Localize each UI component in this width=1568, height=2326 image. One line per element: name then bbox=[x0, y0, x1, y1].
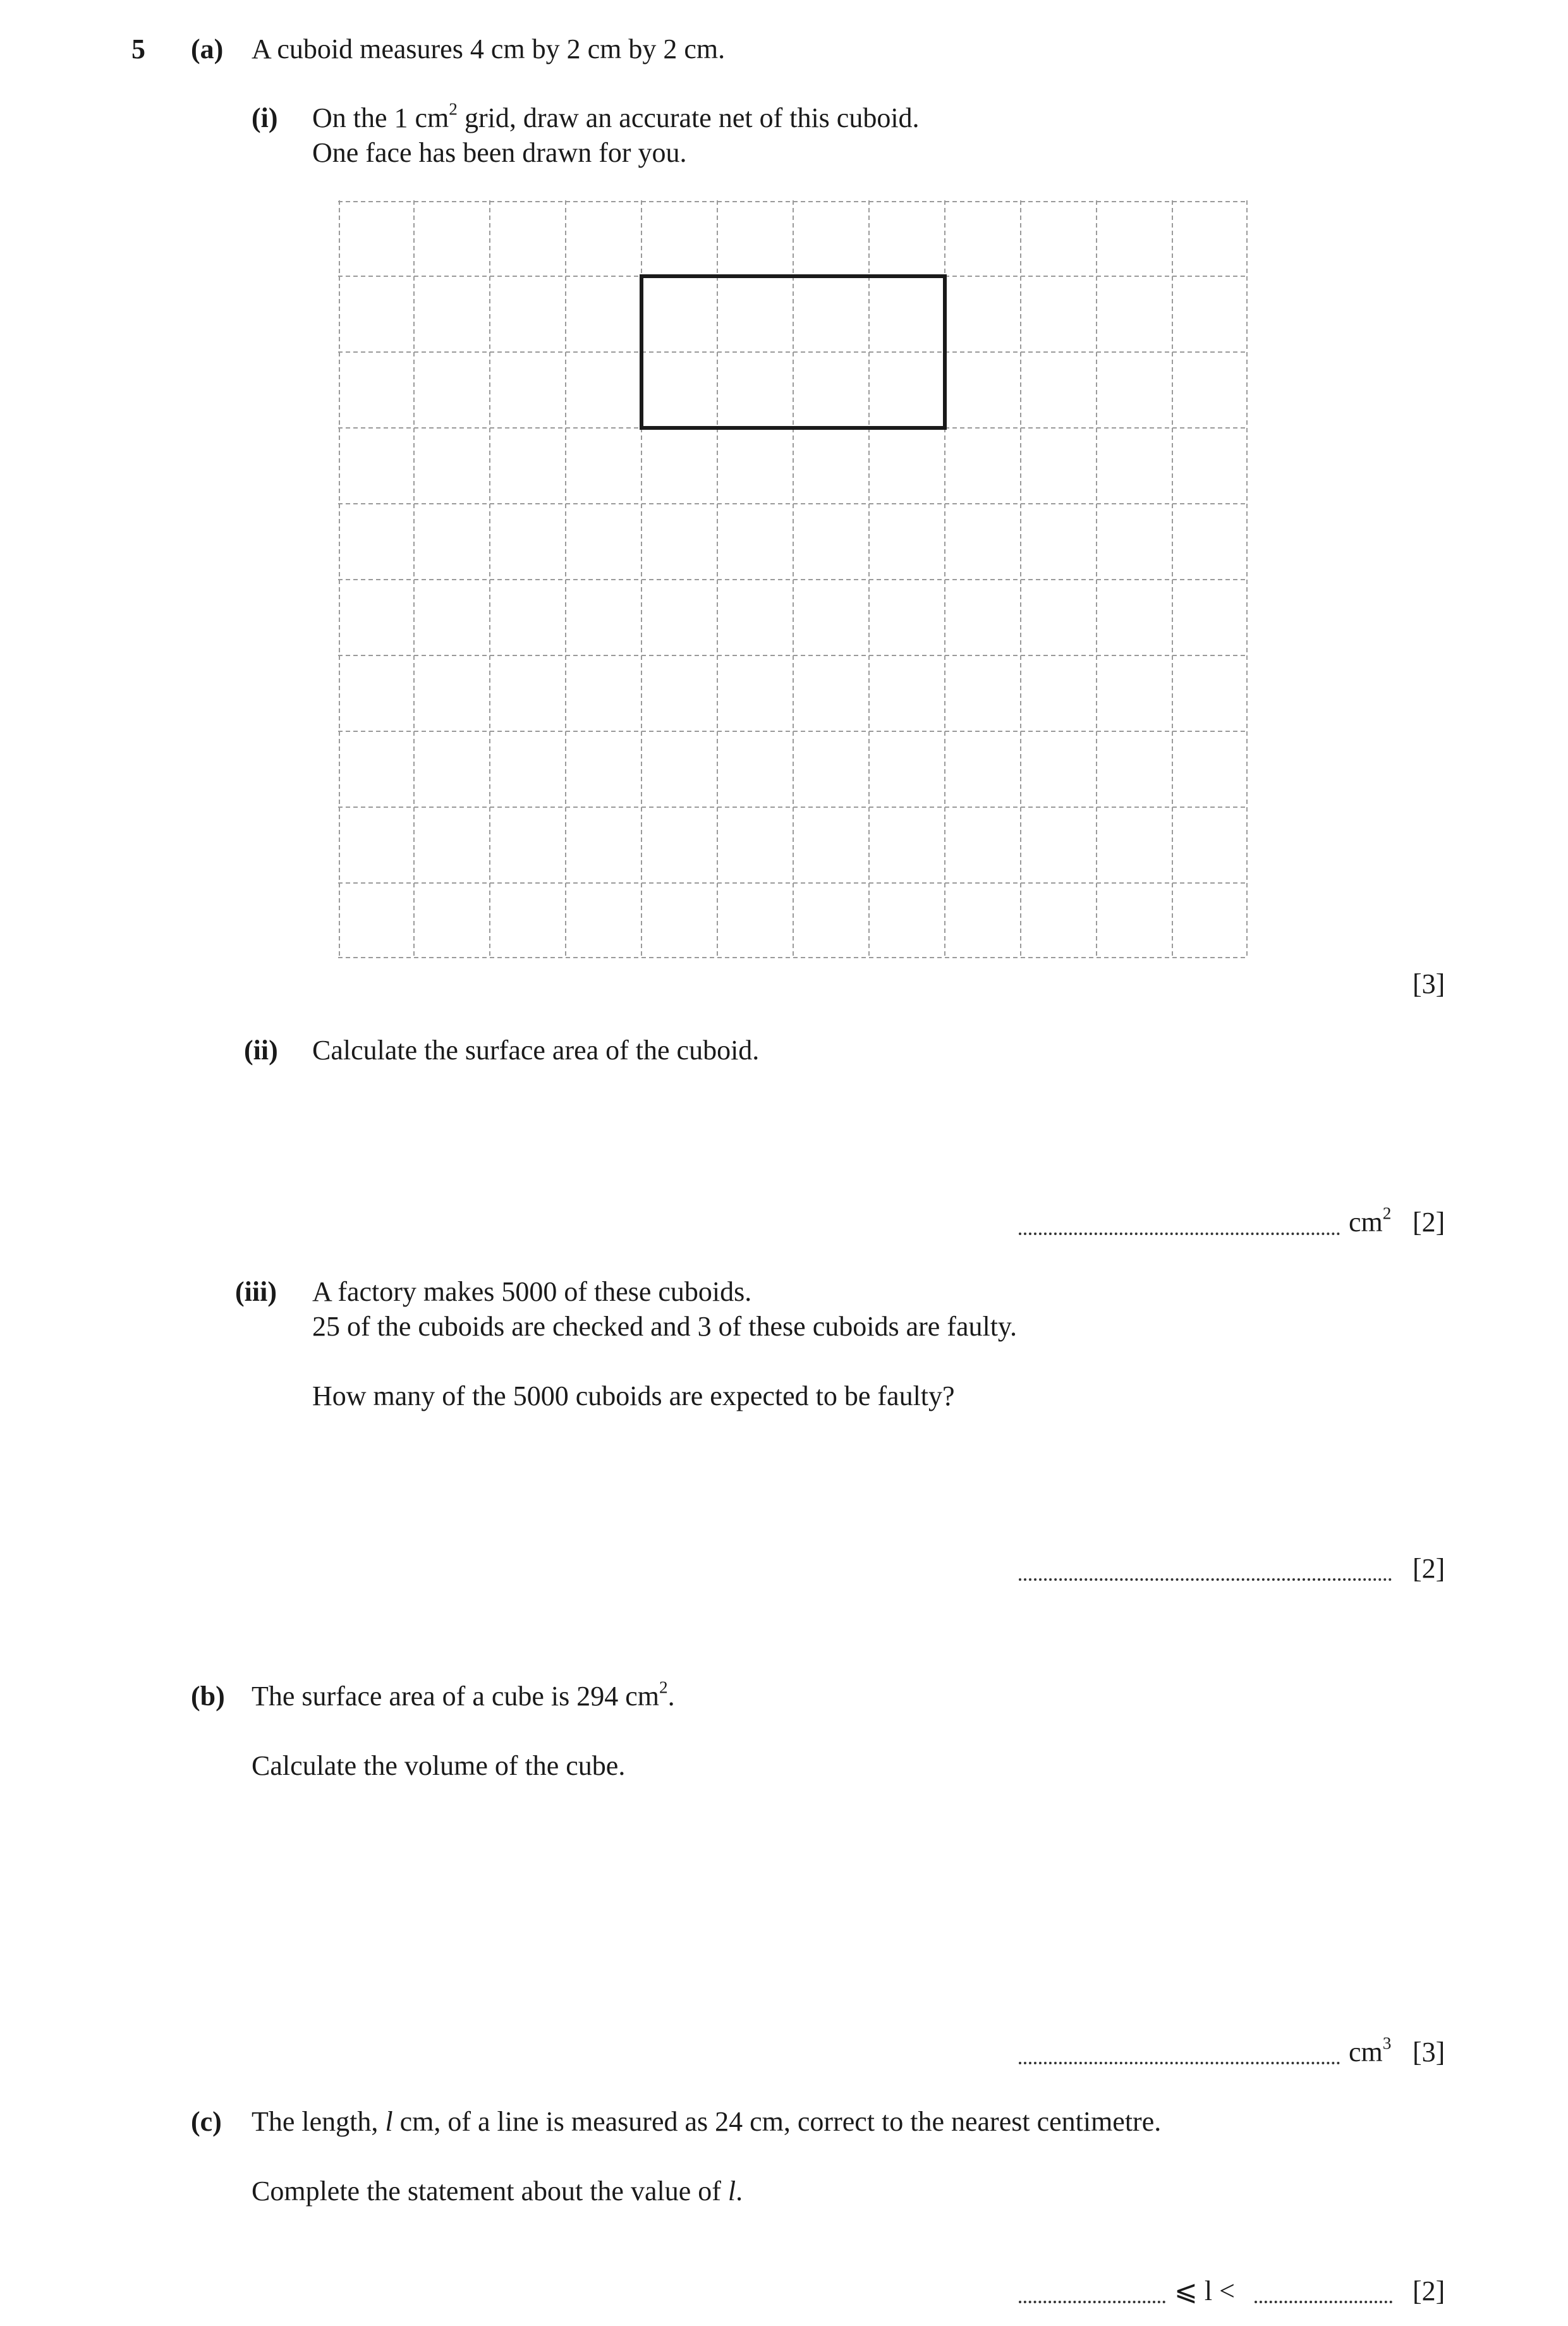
part-a-iii-answer-line[interactable] bbox=[1019, 1578, 1392, 1581]
part-a-ii-label: (ii) bbox=[244, 1035, 278, 1066]
part-c-label: (c) bbox=[191, 2106, 222, 2137]
part-c-line1-pre: The length, bbox=[252, 2106, 386, 2137]
part-c-line2-pre: Complete the statement about the value of bbox=[252, 2176, 728, 2207]
part-a-ii-answer-line[interactable] bbox=[1019, 1233, 1340, 1235]
part-b-marks: [3] bbox=[1413, 2037, 1445, 2067]
part-a-label: (a) bbox=[191, 33, 224, 64]
part-c-line2 bbox=[252, 2177, 743, 2205]
part-c-upper-bound-line[interactable] bbox=[1255, 2301, 1392, 2303]
part-b-unit-base: cm bbox=[1349, 2037, 1383, 2067]
part-a-iii-label: (iii) bbox=[235, 1276, 277, 1307]
part-a-ii-text: Calculate the surface area of the cuboid. bbox=[312, 1035, 760, 1066]
part-a-i-line1-post: grid, draw an accurate net of this cuboid. bbox=[457, 102, 920, 133]
part-a-ii-marks: [2] bbox=[1413, 1207, 1445, 1238]
part-c-line1 bbox=[252, 2108, 1161, 2136]
cm-grid[interactable] bbox=[338, 200, 1248, 959]
part-c-line2-var: l bbox=[727, 2176, 736, 2207]
part-c-line2-post: . bbox=[736, 2176, 743, 2207]
part-b-line1 bbox=[252, 1678, 675, 1712]
part-a-iii-marks: [2] bbox=[1413, 1553, 1445, 1584]
part-b-answer-line[interactable] bbox=[1019, 2062, 1340, 2064]
part-a-ii-unit-sup: 2 bbox=[1382, 1203, 1392, 1223]
part-b-line1-pre: The surface area of a cube is 294 cm bbox=[252, 1681, 660, 1712]
part-b-line1-sup: 2 bbox=[659, 1678, 668, 1697]
part-b-unit-sup: 3 bbox=[1382, 2033, 1392, 2053]
question-number: 5 bbox=[131, 33, 145, 64]
part-a-text: A cuboid measures 4 cm by 2 cm by 2 cm. bbox=[252, 33, 726, 64]
part-a-iii-line3: How many of the 5000 cuboids are expected to be faulty? bbox=[312, 1380, 955, 1411]
part-a-iii-line1: A factory makes 5000 of these cuboids. bbox=[312, 1276, 752, 1307]
part-b-label: (b) bbox=[191, 1681, 225, 1712]
part-c-marks: [2] bbox=[1413, 2275, 1445, 2306]
part-a-ii-unit bbox=[1349, 1203, 1392, 1238]
part-a-i-line1-pre: On the 1 cm bbox=[312, 102, 449, 133]
part-a-i-line2: One face has been drawn for you. bbox=[312, 137, 687, 168]
part-a-iii-line2: 25 of the cuboids are checked and 3 of these cuboids are faulty. bbox=[312, 1311, 1018, 1342]
part-a-i-label: (i) bbox=[252, 102, 278, 133]
part-b-unit bbox=[1349, 2033, 1392, 2067]
part-a-ii-unit-base: cm bbox=[1349, 1207, 1383, 1238]
part-c-line1-post: cm, of a line is measured as 24 cm, correct to the nearest centimetre. bbox=[392, 2106, 1162, 2137]
part-a-i-line1-sup: 2 bbox=[449, 99, 458, 119]
part-a-i-marks: [3] bbox=[1413, 968, 1445, 999]
part-b-line2: Calculate the volume of the cube. bbox=[252, 1750, 626, 1781]
part-a-i-line1 bbox=[312, 99, 920, 133]
part-c-lower-bound-line[interactable] bbox=[1019, 2301, 1165, 2303]
part-b-line1-post: . bbox=[667, 1681, 675, 1712]
part-c-statement-mid: ⩽ l < bbox=[1174, 2275, 1235, 2306]
part-c-line1-var: l bbox=[385, 2106, 393, 2137]
